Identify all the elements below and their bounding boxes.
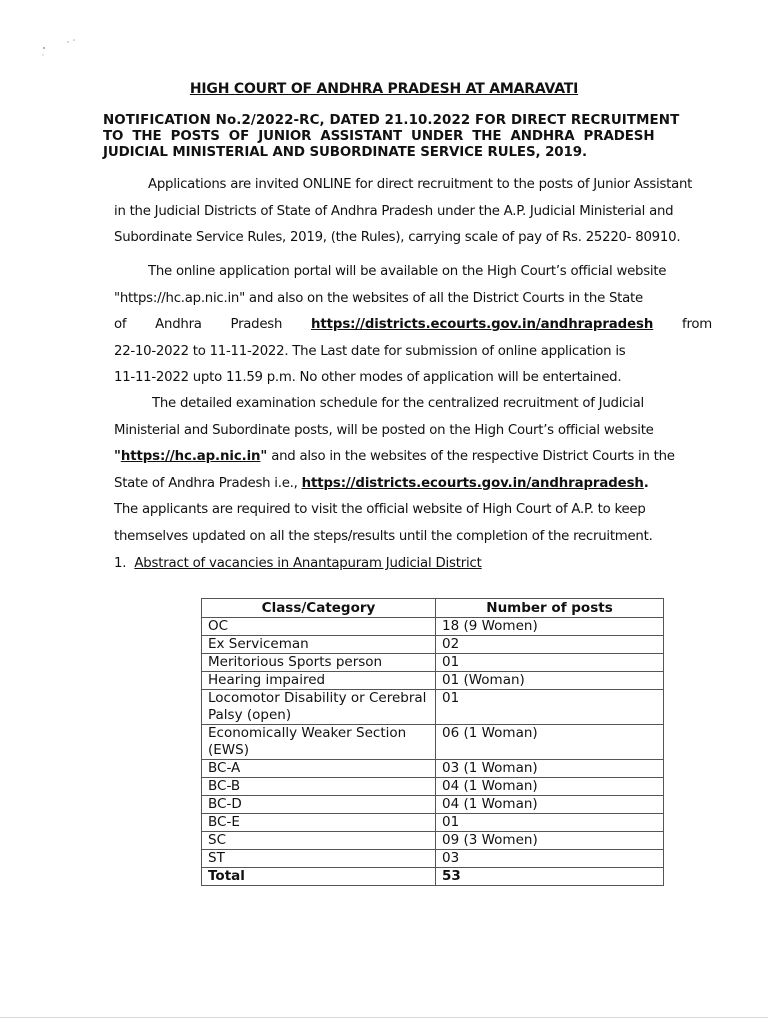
paragraph-applications (114, 172, 726, 252)
paragraph-line: 22-10-2022 to 11-11-2022. The Last date for submission of online application is (114, 343, 626, 359)
table-row (202, 618, 664, 636)
district-courts-link-2[interactable]: https://districts.ecourts.gov.in/andhrapradesh (301, 475, 644, 491)
cell-category: BC-E (202, 814, 436, 832)
section-label: Abstract of vacancies in Anantapuram Judicial District (134, 556, 482, 571)
notification-line: TO THE POSTS OF JUNIOR ASSISTANT UNDER THE ANDHRA PRADESH (103, 129, 655, 144)
paragraph-schedule (114, 391, 726, 550)
high-court-link[interactable]: https://hc.ap.nic.in (120, 449, 261, 464)
cell-category: Ex Serviceman (202, 636, 436, 654)
table-total-row (202, 868, 664, 886)
cell-posts: 01 (436, 814, 664, 832)
table-row (202, 636, 664, 654)
paragraph-line: themselves updated on all the steps/results until the completion of the recruitment. (114, 528, 653, 544)
scan-specks (40, 38, 80, 63)
cell-posts: 01 (Woman) (436, 672, 664, 690)
table-row (202, 672, 664, 690)
cell-category: Economically Weaker Section (EWS) (202, 725, 436, 760)
cell-category: BC-B (202, 778, 436, 796)
total-value: 53 (436, 868, 664, 886)
paragraph-line: "https://hc.ap.nic.in" and also on the websites of all the District Courts in the State (114, 290, 643, 306)
paragraph-line: Ministerial and Subordinate posts, will be posted on the High Court’s official website (114, 422, 654, 438)
table-row (202, 850, 664, 868)
paragraph-line: Applications are invited ONLINE for direct recruitment to the posts of Junior Assistant (148, 177, 693, 192)
table-row (202, 654, 664, 672)
district-courts-link[interactable]: https://districts.ecourts.gov.in/andhrapradesh (311, 317, 654, 332)
notification-heading (103, 113, 728, 161)
vacancies-table (201, 598, 664, 886)
paragraph-line: The applicants are required to visit the official website of High Court of A.P. to keep (114, 502, 646, 517)
cell-posts: 18 (9 Women) (436, 618, 664, 636)
table-row (202, 690, 664, 725)
cell-posts: 09 (3 Women) (436, 832, 664, 850)
cell-posts: 04 (1 Woman) (436, 796, 664, 814)
paragraph-line (114, 471, 726, 498)
cell-category: BC-A (202, 760, 436, 778)
paragraph-line: The detailed examination schedule for the centralized recruitment of Judicial (152, 396, 644, 411)
table-row (202, 832, 664, 850)
table-row (202, 760, 664, 778)
word-of: of (114, 317, 127, 332)
paragraph-line (114, 444, 726, 471)
cell-posts: 01 (436, 690, 664, 725)
header-posts: Number of posts (436, 599, 664, 618)
word-andhra: Andhra (155, 317, 202, 332)
quote-open: " (114, 449, 121, 464)
table-body (202, 618, 664, 886)
table-row (202, 796, 664, 814)
cell-category: Locomotor Disability or Cerebral Palsy (open) (202, 690, 436, 725)
line-end: . (643, 475, 649, 491)
cell-category: Meritorious Sports person (202, 654, 436, 672)
quote-close: " (260, 449, 268, 464)
table-header-row (202, 599, 664, 618)
cell-posts: 03 (1 Woman) (436, 760, 664, 778)
header-category: Class/Category (202, 599, 436, 618)
cell-category: Hearing impaired (202, 672, 436, 690)
cell-posts: 02 (436, 636, 664, 654)
cell-category: SC (202, 832, 436, 850)
line-text: and also in the websites of the respective District Courts in the (267, 449, 675, 464)
cell-category: OC (202, 618, 436, 636)
cell-category: BC-D (202, 796, 436, 814)
paragraph-line (114, 312, 726, 339)
table-row (202, 725, 664, 760)
cell-posts: 01 (436, 654, 664, 672)
table-row (202, 814, 664, 832)
cell-category: ST (202, 850, 436, 868)
table-row (202, 778, 664, 796)
section-heading (114, 556, 482, 571)
word-pradesh: Pradesh (230, 317, 283, 332)
cell-posts: 06 (1 Woman) (436, 725, 664, 760)
section-number: 1. (114, 556, 127, 571)
cell-posts: 04 (1 Woman) (436, 778, 664, 796)
paragraph-line: The online application portal will be available on the High Court’s official website (148, 264, 667, 279)
total-label: Total (202, 868, 436, 886)
line-text: State of Andhra Pradesh i.e., (114, 475, 302, 491)
paragraph-line: Subordinate Service Rules, 2019, (the Rules), carrying scale of pay of Rs. 25220- 80910. (114, 230, 681, 245)
notification-line: NOTIFICATION No.2/2022-RC, DATED 21.10.2022 FOR DIRECT RECRUITMENT (103, 113, 680, 128)
cell-posts: 03 (436, 850, 664, 868)
page-bottom-rule (0, 1017, 768, 1018)
paragraph-line: 11-11-2022 upto 11.59 p.m. No other modes of application will be entertained. (114, 370, 622, 385)
paragraph-line: in the Judicial Districts of State of Andhra Pradesh under the A.P. Judicial Ministerial and (114, 203, 674, 219)
notification-line: JUDICIAL MINISTERIAL AND SUBORDINATE SERVICE RULES, 2019. (103, 145, 587, 160)
word-from: from (682, 317, 712, 332)
court-title: HIGH COURT OF ANDHRA PRADESH AT AMARAVATI (189, 81, 579, 97)
paragraph-portal (114, 259, 726, 392)
